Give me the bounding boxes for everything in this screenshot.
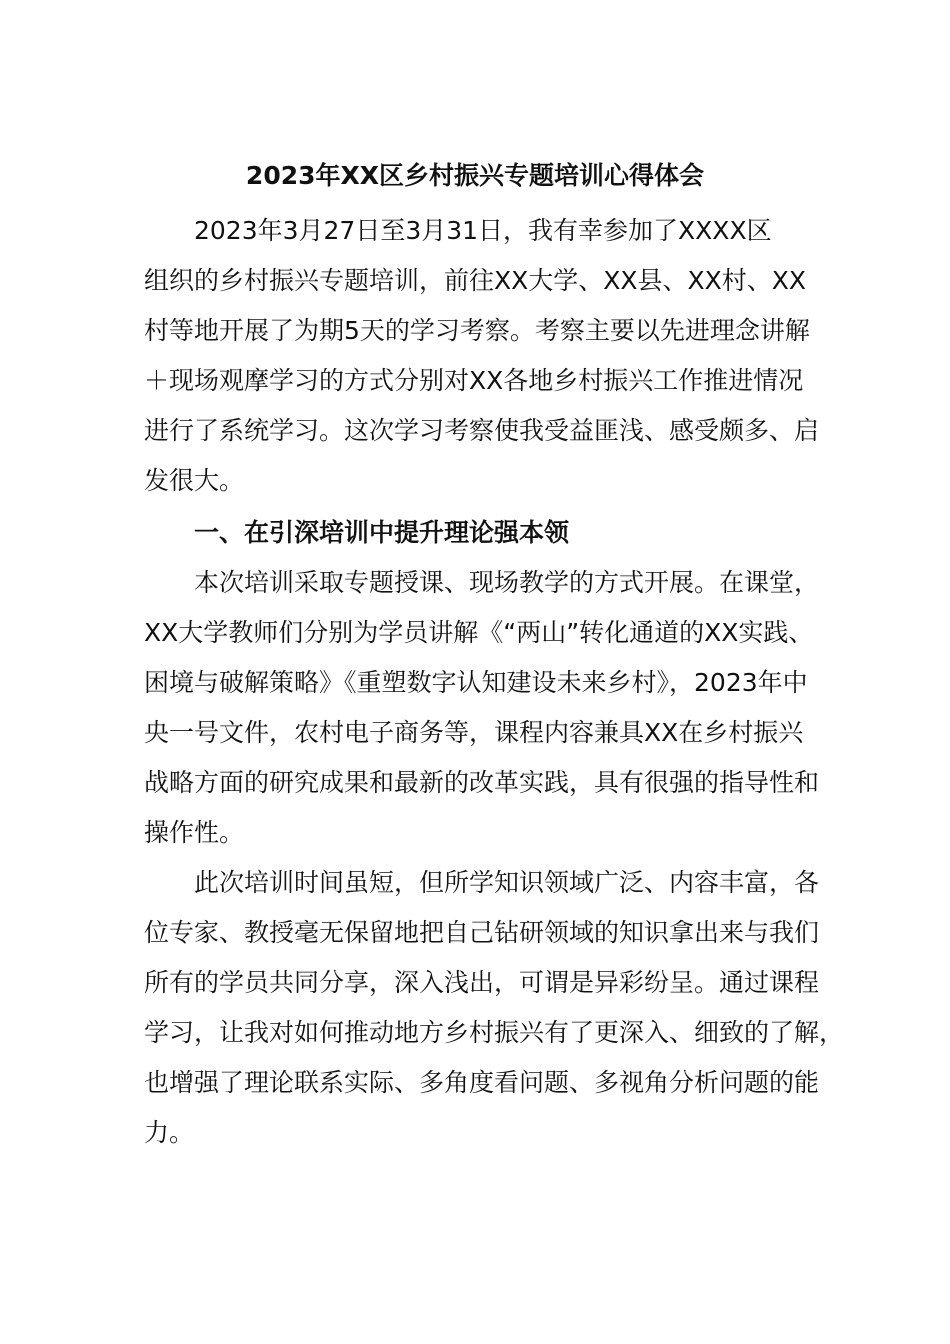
paragraph-3-line-2: 位专家、教授毫无保留地把自己钻研领域的知识拿出来与我们 <box>144 918 820 947</box>
paragraph-2-line-4: 央一号文件，农村电子商务等，课程内容兼具XX在乡村振兴 <box>144 718 804 747</box>
paragraph-1-line-3: 村等地开展了为期5天的学习考察。考察主要以先进理念讲解 <box>144 316 810 345</box>
paragraph-3-line-1: 此次培训时间虽短，但所学知识领域广泛、内容丰富，各 <box>194 868 820 897</box>
paragraph-3-line-4: 学习，让我对如何推动地方乡村振兴有了更深入、细致的了解， <box>144 1018 845 1047</box>
paragraph-1-line-2: 组织的乡村振兴专题培训，前往XX大学、XX县、XX村、XX <box>144 266 807 295</box>
document-title: 2023年XX区乡村振兴专题培训心得体会 <box>245 161 705 190</box>
paragraph-2-line-5: 战略方面的研究成果和最新的改革实践，具有很强的指导性和 <box>144 768 820 797</box>
paragraph-3-line-6: 力。 <box>144 1118 195 1147</box>
paragraph-3-line-3: 所有的学员共同分享，深入浅出，可谓是异彩纷呈。通过课程 <box>144 968 820 997</box>
section-heading-1: 一、在引深培训中提升理论强本领 <box>194 518 570 547</box>
paragraph-2-line-1: 本次培训采取专题授课、现场教学的方式开展。在课堂， <box>194 568 820 597</box>
paragraph-2-line-2: XX大学教师们分别为学员讲解《“两山”转化通道的XX实践、 <box>144 618 814 647</box>
paragraph-2-line-6: 操作性。 <box>144 818 245 847</box>
paragraph-1-line-5: 进行了系统学习。这次学习考察使我受益匪浅、感受颇多、启 <box>144 416 820 445</box>
paragraph-1-line-4: ＋现场观摩学习的方式分别对XX各地乡村振兴工作推进情况 <box>144 366 804 395</box>
paragraph-1-line-1: 2023年3月27日至3月31日，我有幸参加了XXXX区 <box>194 216 772 245</box>
paragraph-1-line-6: 发很大。 <box>144 466 245 495</box>
paragraph-3-line-5: 也增强了理论联系实际、多角度看问题、多视角分析问题的能 <box>144 1068 820 1097</box>
paragraph-2-line-3: 困境与破解策略》《重塑数字认知建设未来乡村》，2023年中 <box>144 668 808 697</box>
